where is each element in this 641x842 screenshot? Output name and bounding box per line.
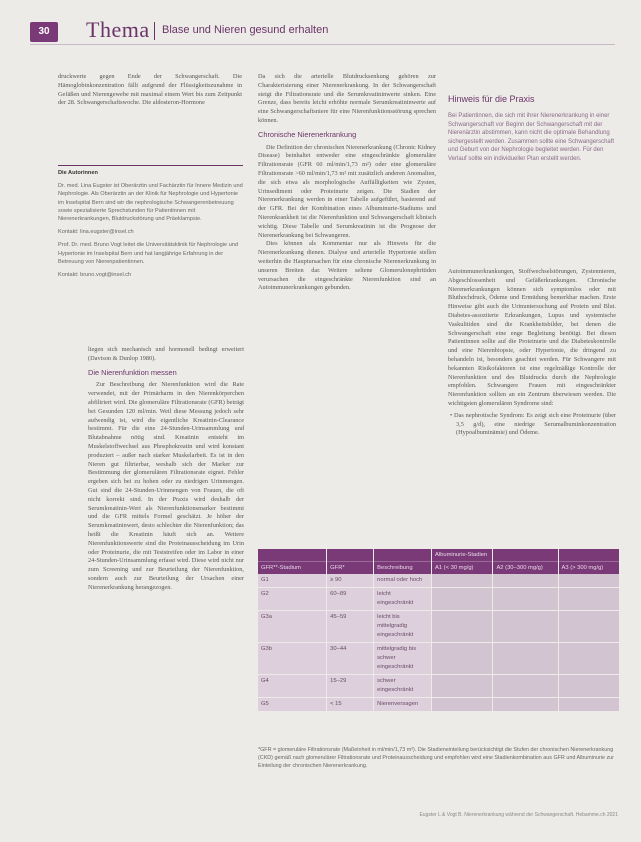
table-cell [558,675,620,698]
col3 [448,268,616,544]
table-row [258,574,620,588]
col1-heading: Die Nierenfunktion messen [88,367,177,377]
table-cell [431,588,492,611]
table-row [258,588,620,611]
col1-lower [88,346,244,816]
hint-title: Hinweis für die Praxis [448,94,535,104]
table-row [258,611,620,643]
header-separator [154,22,155,40]
table-cell [493,588,558,611]
table-head1-cell [327,549,374,562]
table-cell [493,611,558,643]
table-head1-cell [558,549,620,562]
table-cell [493,643,558,675]
table-header-cell: Beschreibung [374,562,432,575]
col2-body-2: Dies können als Kommentar nur als Hinweis für die Nierenerkrankung dienen. Dialyse und arterielle Hypertonie stellen weiterhin die Hauptursachen für eine chronische Nierenerkrankung in unseren Breiten dar. Weitere seltene Glomerulonephritiden verursachen die eingeschränkte Nierenfunktion sind an Autoimmunerkrankungen gebunden. [258,240,436,292]
table-header-cell: A2 (30–300 mg/g) [493,562,558,575]
table-cell-stage: G3b [258,643,327,675]
table-head1-cell [258,549,327,562]
table-cell-gfr: ≥ 90 [327,574,374,588]
table-header-cell: A3 (> 300 mg/g) [558,562,620,575]
table-cell-stage: G2 [258,588,327,611]
author-box-title: Die Autorinnen [58,170,98,176]
table-cell-desc: normal oder hoch [374,574,432,588]
author-email-2[interactable]: Kontakt: bruno.vogt@insel.ch [58,272,132,279]
table-cell [558,643,620,675]
table-row [258,675,620,698]
table-cell-desc: leicht bis mittelgradig eingeschränkt [374,611,432,643]
author-email-1[interactable]: Kontakt: lina.eugster@insel.ch [58,229,134,236]
table-cell [493,574,558,588]
table-cell-gfr: 45–59 [327,611,374,643]
author-bio-1: Dr. med. Lina Eugster ist Oberärztin und Fachärztin für Innere Medizin und Nephrologie. Als Oberärztin an der Klinik für Nephrologie und Hypertonie im Inselspital Bern sind wir die nephrologische Schwangerenbetreuung sowie spezialisierte Sprechstunden für Patientinnen mit Nierenerkrankungen, Blutdruckstörung und Präeklampsie. [58,183,243,223]
col3-bullet: • Das nephrotische Syndrom: Es zeigt sich eine Proteinurie (über 3,5 g/d), eine niedrige Serumalbuminkonzentration (Hypoalbuminämie) und Ödeme. [450,411,616,437]
table-head1-albuminurie: Albuminurie-Stadien [431,549,492,562]
table-cell [558,698,620,712]
col1-top-text: druckwerte gegen Ende der Schwangerschaft. Die Hämoglobinkonzentration fällt aufgrund der Flüssigkeitszunahme in Gefäßen und Nierengewebe mit maximal einem Wert bis zum Zeitpunkt der 28. Schwangerschaftswoche. Die aldosteron-Hormone [58,73,242,107]
col3-body: Autoimmunerkrankungen, Stoffwechselstörungen, Zystennieren, Abgeschlossenheit und Gefäßerkrankungen. Chronische Nierenerkrankungen können sich symptomlos oder mit Bluthochdruck, Ödeme und Ermüdung bemerkbar machen. Erste Hinweise gibt auch die Urinuntersuchung auf Protein und Blut. Diabetes-assoziierte Erkrankungen, Lupus und systemische Vaskulitiden sind die Krankheitsbilder, bei denen die Schwangerschaft eine enge Begleitung benötigt. Bei diesen Patientinnen sollte auf die Proteinurie und die Diabeteskontrolle und eine Nierenbiopsie, oder Hypertonie, die dringend zu behandeln ist, besonders geachtet werden. Für Schwangere mit bekannten Risikofaktoren ist eine regelmäßige Kontrolle der Nierenfunktion und des Blutdrucks durch die Nephrologie empfohlen. Schwangere Frauen mit eingeschränkter Nierenfunktion sollten an ein Zentrum überwiesen werden. Die wichtigsten glomerulären Syndrome sind: [448,268,616,407]
table-cell-stage: G4 [258,675,327,698]
table-cell-desc: schwer eingeschränkt [374,675,432,698]
table-cell [431,611,492,643]
table-header-cell: A1 (< 30 mg/g) [431,562,492,575]
table-cell-desc: leicht eingeschränkt [374,588,432,611]
section-label: Thema [86,17,150,42]
practice-hint-box [448,94,616,262]
table-cell-stage: G3a [258,611,327,643]
author-bio-2: Prof. Dr. med. Bruno Vogt leitet die Universitätsklinik für Nephrologie und Hypertonie im Inselspital Bern und hat langjährige Erfahrung in der Betreuung von Nierenpatientinnen. [58,242,239,265]
citation-line: Eugster L & Vogt B. Nierenerkrankung während der Schwangerschaft. Hebamme.ch 2021 [419,812,618,818]
col2-body: Die Definition der chronischen Nierenerkrankung (Chronic Kidney Disease) beinhaltet entweder eine eingeschränkte glomeruläre Filtrationsrate (GFR 60 ml/min/1,73 m²) oder eine glomeruläre Filtrationsrate >60 ml/min/1,73 m² mit zusätzlich anderen Anomalien, die sich etwa als morphologische Auffälligkeiten wie Zysten, Urinsediment oder Proteinurie zeigen. Die Stadien der Nierenerkrankung werden in einer Tabelle aufgeführt, basierend auf der GFR. Bei der Kombination eines Albuminurie-Stadiums und Nierenkrankheit ist die Nierenfunktion und Schwangerschaft klinisch wichtig. Diese Tabelle und Serumkreatinin ist die Prognose der Nierenerkrankung bei Schwangeren. [258,143,436,239]
col2-heading: Chronische Nierenerkrankung [258,129,357,139]
hint-text: Bei Patientinnen, die sich mit ihrer Nierenerkrankung in einer Schwangerschaft vor Beginn der Schwangerschaft mit der Nierenärztin abstimmen, kann nicht die optimale Behandlung sichergestellt werden. Zusammen sollte eine Schwangerschaft und Geburt von der Nephrologie begleitet werden. Für den Verlauf sollte ein individueller Plan erstellt werden. [448,113,615,162]
table-cell [493,675,558,698]
table-cell-gfr: < 15 [327,698,374,712]
table-cell-gfr: 15–29 [327,675,374,698]
table-header-cell: GFR**-Stadium [258,562,327,575]
table-cell [558,574,620,588]
page-number: 30 [30,22,58,42]
table-cell [431,643,492,675]
table-row [258,698,620,712]
table-cell-gfr: 30–44 [327,643,374,675]
table-cell [493,698,558,712]
table-cell-stage: G1 [258,574,327,588]
table-head1-cell [374,549,432,562]
table-cell [431,574,492,588]
table-cell [431,698,492,712]
col2 [258,73,436,543]
col1-bottom-text: liegen sich mechanisch und hormonell bedingt erweitert (Davison & Dunlop 1980). [88,346,244,362]
article-title: Blase und Nieren gesund erhalten [162,24,329,36]
col1-body: Zur Beschreibung der Nierenfunktion wird die Rate verwendet, mit der Primärharm in den Nierenkörperchen abfiltriert wird. Die glomeruläre Filtrationsrate (GFR) beträgt bei Gesunden 120 ml/min. Weil diese Messung jedoch sehr aufwendig ist, wird die eigentliche Kreatinin-Clearance bestimmt. Für die eine 24-Stunden-Urinsammlung und Blutabnahme nötig sind. Kreatinin entsteht im Muskelstoffwechsel aus Phosphokreatin und wird konstant produziert – außer nach starker Muskelarbeit. Es ist in den Nieren gut filtrierbar, weshalb sich der Marker zur Bestimmung der glomerulären Filtrationsrate eignet. Fehler ergeben sich bei zu hohen oder zu niedrigen Urinmengen. Gut sind die 24-Stunden-Urinmengen von Frauen, die oft nicht korrekt sind. In der Praxis wird deshalb der Serumkreatinin-Wert als Nierenfunktionsmarker bestimmt und die GFR mittels Formel geschätzt. Je höher der Serumkreatininwert, desto schlechter die Nierenfunktion; das heißt die Kreatinin häuft sich an. Weitere Nierenfunktionswerte sind die Proteinausscheidung im Urin oder Proteinurie, die mit Teststreifen oder im Labor in einer 24-Stunden-Urinsammlung erfasst wird. Diese wird nicht nur zum Screening und zur Beurteilung der Nierenfunktion, sondern auch zur Beurteilung der Ursachen einer Nierenerkrankung herangezogen. [88,381,244,591]
table-cell-stage: G5 [258,698,327,712]
table-footnote: *GFR = glomeruläre Filtrationsrate (Maßeinheit in ml/min/1,73 m²). Die Stadieneinteilung berücksichtigt die Stufen der chronischen Nierenerkrankung (CKD) gemäß nach glomerulärer Filtrationsrate und Proteinausscheidung und empfohlen wird eine Stadienkombination aus GFR und Albuminurie zur Einteilung der chronischen Nierenerkrankung. [258,747,614,770]
table-header-cell: GFR* [327,562,374,575]
table-cell-desc: Nierenversagen [374,698,432,712]
table-cell [558,611,620,643]
table-head1-cell [493,549,558,562]
author-box [58,165,243,328]
col3-bullet-text: Das nephrotische Syndrom: Es zeigt sich eine Proteinurie (über 3,5 g/d), eine niedrige Serumalbuminkonzentration (Hypoalbuminämie) und Ödeme. [454,411,616,437]
col2-top-text: Da sich die arterielle Blutdrucksenkung gehören zur Charakterisierung einer Nierenerkrankung. In der Schwangerschaft steigt die Filtrationsrate und die Serumkreatininwerte sinken. Eine Grenze, dass bereits leicht erhöhte normale Serumkreatininwerte auf eine Schwangerschaftsniere für eine Nierenfunktionsstörung sprechen können. [258,73,436,124]
table-cell-gfr: 60–89 [327,588,374,611]
ckd-stage-table [258,549,620,712]
table-row [258,643,620,675]
header-rule [30,44,615,45]
table-cell [431,675,492,698]
table-cell-desc: mittelgradig bis schwer eingeschränkt [374,643,432,675]
table-cell [558,588,620,611]
col1-top [58,73,242,108]
